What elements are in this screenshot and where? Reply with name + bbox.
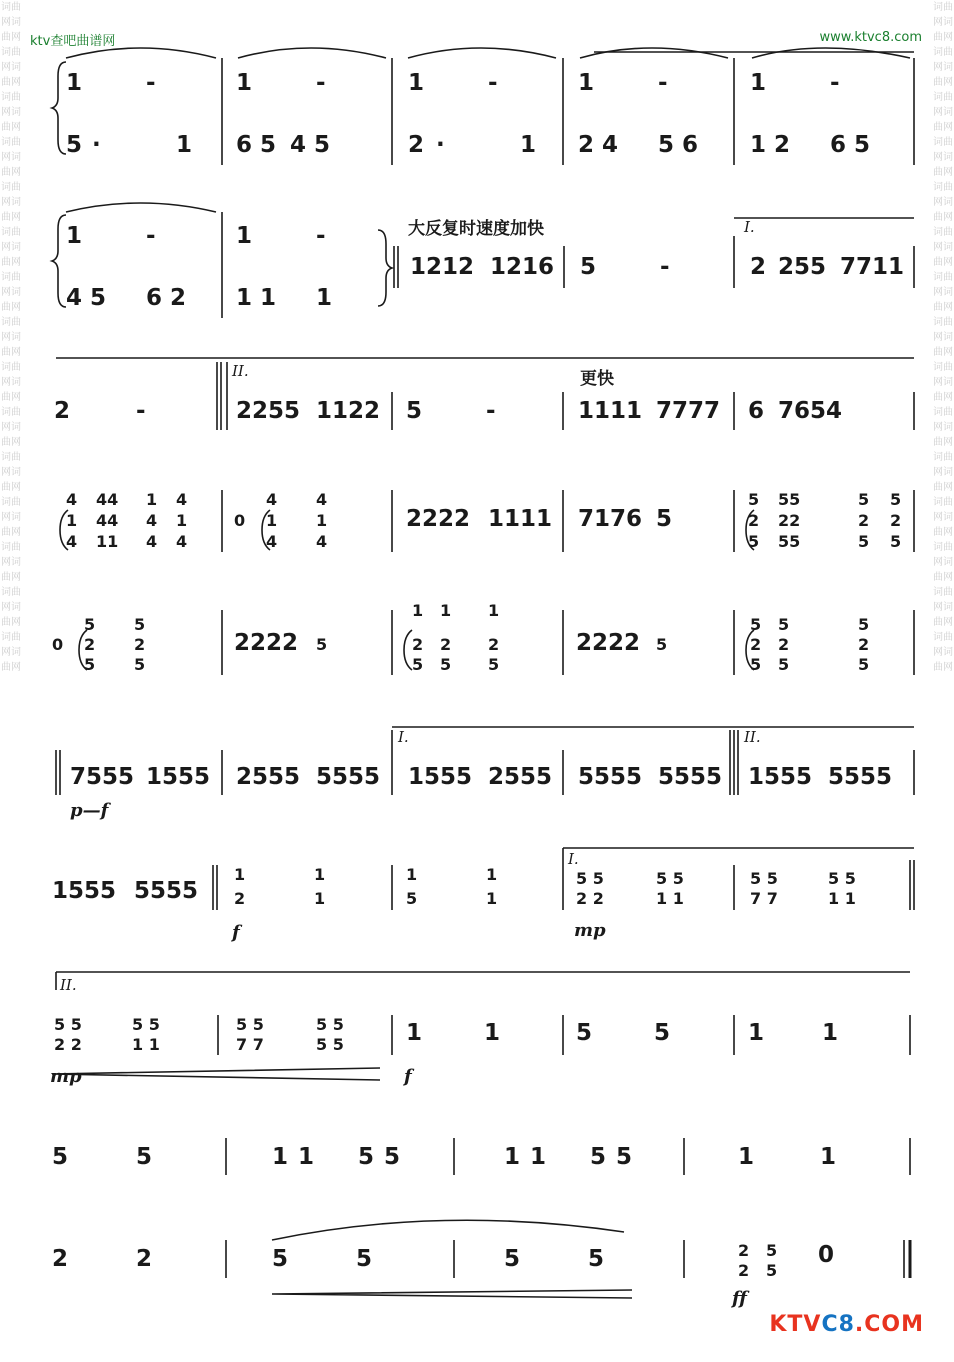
row-4-note: 4 bbox=[146, 532, 158, 551]
row-5-note: 0 bbox=[52, 635, 64, 654]
system-1-upper-note: 1 bbox=[408, 70, 425, 96]
dynamic-ff: ff bbox=[732, 1288, 747, 1309]
row-9-note: 1 bbox=[298, 1144, 315, 1170]
row-4-note: 5 bbox=[858, 532, 870, 551]
row-6-note: 7555 bbox=[70, 764, 135, 790]
row-4-note: 55 bbox=[778, 490, 801, 509]
row-4-note: 4 bbox=[176, 490, 188, 509]
row-7-note: 7 7 bbox=[750, 889, 778, 908]
row-4-note: 55 bbox=[778, 532, 801, 551]
row-3-note: 1122 bbox=[316, 398, 381, 424]
row-8-note: 1 bbox=[484, 1020, 501, 1046]
row-5-note: 5 bbox=[134, 615, 146, 634]
row-7-note: 1 bbox=[406, 865, 418, 884]
row-7-note: 5 5 bbox=[828, 869, 856, 888]
row-5-note: 5 bbox=[84, 655, 96, 674]
system-2-lower-note: 4 5 bbox=[66, 285, 107, 311]
row-4-note: 2 bbox=[748, 511, 760, 530]
row-6-note: 2555 bbox=[488, 764, 553, 790]
row-10-note: 2 bbox=[136, 1246, 153, 1272]
row-10-note: 5 bbox=[356, 1246, 373, 1272]
system-1-lower-note: 6 5 bbox=[830, 132, 871, 158]
row-4-note: 5 bbox=[890, 490, 902, 509]
row-5-note: 5 bbox=[858, 615, 870, 634]
row-7-note: 5 5 bbox=[576, 869, 604, 888]
row-8-note: 7 7 bbox=[236, 1035, 264, 1054]
row-5-note: 1 bbox=[488, 601, 500, 620]
system-1-upper-note: - bbox=[488, 70, 498, 96]
row-5-note: 5 bbox=[656, 635, 668, 654]
row-4-note: 2 bbox=[890, 511, 902, 530]
row-7-note: 1 bbox=[486, 865, 498, 884]
row-5-note: 2 bbox=[134, 635, 146, 654]
row-4-note: 22 bbox=[778, 511, 801, 530]
volta-first: I. bbox=[568, 850, 579, 868]
system-1-lower-note: 5 bbox=[66, 132, 83, 158]
row-3-note: 6 bbox=[748, 398, 765, 424]
system-2-melody-note: 1212 bbox=[410, 254, 475, 280]
row-7-note: 1 bbox=[314, 889, 326, 908]
row-4-note: 5 bbox=[890, 532, 902, 551]
row-5-note: 5 bbox=[84, 615, 96, 634]
system-2-melody-note: 255 bbox=[778, 254, 827, 280]
system-1-upper-note: 1 bbox=[66, 70, 83, 96]
row-9-note: 1 bbox=[504, 1144, 521, 1170]
row-5-note: 2222 bbox=[234, 630, 299, 656]
tempo-faster-direction: 更快 bbox=[580, 369, 614, 389]
system-1-lower-note: · bbox=[436, 132, 445, 158]
row-5-note: 5 bbox=[412, 655, 424, 674]
row-3-note: 7777 bbox=[656, 398, 721, 424]
system-2-melody-note: 2 bbox=[750, 254, 767, 280]
row-4-note: 5 bbox=[748, 532, 760, 551]
dynamic-mp: mp bbox=[574, 920, 606, 941]
row-4-note: 4 bbox=[316, 490, 328, 509]
row-4-note: 4 bbox=[146, 511, 158, 530]
row-5-note: 1 bbox=[412, 601, 424, 620]
row-10-note: 2 bbox=[738, 1241, 750, 1260]
row-4-note: 11 bbox=[96, 532, 119, 551]
row-4-note: 1 bbox=[146, 490, 158, 509]
row-4-note: 1 bbox=[316, 511, 328, 530]
row-4-note: 5 bbox=[656, 506, 673, 532]
system-1-lower-note: 5 6 bbox=[658, 132, 699, 158]
row-4-note: 0 bbox=[234, 511, 246, 530]
site-logo: KTVC8.COM bbox=[769, 1312, 924, 1337]
row-9-note: 1 bbox=[820, 1144, 837, 1170]
system-1-upper-note: 1 bbox=[578, 70, 595, 96]
row-8-note: 5 5 bbox=[236, 1015, 264, 1034]
system-2-upper-note: - bbox=[146, 223, 156, 249]
row-9-note: 5 bbox=[358, 1144, 375, 1170]
system-2-lower-note: 6 2 bbox=[146, 285, 187, 311]
row-6-note: 5555 bbox=[578, 764, 643, 790]
system-1-lower-note: 1 2 bbox=[750, 132, 791, 158]
row-4-note: 1 bbox=[176, 511, 188, 530]
row-4-note: 2222 bbox=[406, 506, 471, 532]
dynamic-p-f: p—f bbox=[70, 800, 109, 821]
row-4-note: 4 bbox=[176, 532, 188, 551]
row-7-note: 5 5 bbox=[656, 869, 684, 888]
dynamic-f: f bbox=[404, 1066, 412, 1087]
row-4-note: 4 bbox=[316, 532, 328, 551]
row-8-note: 1 1 bbox=[132, 1035, 160, 1054]
row-10-note: 5 bbox=[504, 1246, 521, 1272]
row-5-note: 2 bbox=[84, 635, 96, 654]
row-5-note: 5 bbox=[858, 655, 870, 674]
row-9-note: 5 bbox=[384, 1144, 401, 1170]
row-6-note: 1555 bbox=[408, 764, 473, 790]
row-7-note: 1 1 bbox=[828, 889, 856, 908]
row-3-note: 5 bbox=[406, 398, 423, 424]
row-5-note: 2 bbox=[778, 635, 790, 654]
row-9-note: 5 bbox=[52, 1144, 69, 1170]
system-1-lower-note: 6 5 bbox=[236, 132, 277, 158]
row-7-note: 1 1 bbox=[656, 889, 684, 908]
system-1-lower-note: 2 4 bbox=[578, 132, 619, 158]
system-1-lower-note: · bbox=[92, 132, 101, 158]
row-4-note: 4 bbox=[266, 490, 278, 509]
row-5-note: 5 bbox=[750, 615, 762, 634]
row-7-note: 2 2 bbox=[576, 889, 604, 908]
row-6-note: 5555 bbox=[316, 764, 381, 790]
row-9-note: 1 bbox=[272, 1144, 289, 1170]
row-8-note: 5 5 bbox=[132, 1015, 160, 1034]
header-site-name: ktv查吧曲谱网 bbox=[30, 34, 116, 49]
system-2-upper-note: 1 bbox=[236, 223, 253, 249]
row-5-note: 5 bbox=[778, 655, 790, 674]
row-10-note: 5 bbox=[272, 1246, 289, 1272]
system-2-lower-note: 1 1 bbox=[236, 285, 277, 311]
row-3-note: 4 bbox=[826, 398, 843, 424]
system-1-upper-note: - bbox=[316, 70, 326, 96]
header-site-url: www.ktvc8.com bbox=[819, 30, 922, 45]
row-6-note: 1555 bbox=[748, 764, 813, 790]
row-10-note: 0 bbox=[818, 1242, 835, 1268]
system-2-upper-note: 1 bbox=[66, 223, 83, 249]
row-5-note: 1 bbox=[440, 601, 452, 620]
row-5-note: 5 bbox=[778, 615, 790, 634]
system-1-lower-note: 1 bbox=[176, 132, 193, 158]
row-5-note: 2 bbox=[488, 635, 500, 654]
row-10-note: 2 bbox=[52, 1246, 69, 1272]
row-5-note: 2 bbox=[440, 635, 452, 654]
row-9-note: 5 bbox=[136, 1144, 153, 1170]
row-5-note: 2222 bbox=[576, 630, 641, 656]
row-10-note: 5 bbox=[766, 1241, 778, 1260]
system-2-melody-note: 1216 bbox=[490, 254, 555, 280]
row-5-note: 5 bbox=[316, 635, 328, 654]
volta-first: I. bbox=[398, 728, 409, 746]
row-8-note: 5 bbox=[654, 1020, 671, 1046]
row-7-note: 1 bbox=[234, 865, 246, 884]
row-8-note: 5 5 bbox=[54, 1015, 82, 1034]
row-3-note: - bbox=[136, 398, 146, 424]
dynamic-f: f bbox=[232, 922, 240, 943]
watermark-margin-right: 词曲网词曲网词曲网词曲网词曲网词曲网词曲网词曲网词曲网词曲网词曲网词曲网词曲网词曲网词曲网词曲网词曲网词曲网词曲网词曲网词曲网词曲网词曲网词曲网词曲网词曲网词曲网词曲网词曲网词曲网 bbox=[933, 2, 953, 673]
watermark-margin-left: 词曲网词曲网词曲网词曲网词曲网词曲网词曲网词曲网词曲网词曲网词曲网词曲网词曲网词曲网词曲网词曲网词曲网词曲网词曲网词曲网词曲网词曲网词曲网词曲网词曲网词曲网词曲网词曲网词曲网词曲网 bbox=[1, 2, 21, 673]
row-8-note: 1 bbox=[748, 1020, 765, 1046]
row-3-note: 1111 bbox=[578, 398, 643, 424]
row-10-note: 5 bbox=[588, 1246, 605, 1272]
row-7-note: 1555 bbox=[52, 878, 117, 904]
system-1-lower-note: 2 bbox=[408, 132, 425, 158]
row-8-note: 5 5 bbox=[316, 1015, 344, 1034]
row-7-note: 5 bbox=[406, 889, 418, 908]
row-4-note: 1 bbox=[266, 511, 278, 530]
row-5-note: 5 bbox=[750, 655, 762, 674]
row-7-note: 5 5 bbox=[750, 869, 778, 888]
dynamic-mp: mp bbox=[50, 1066, 82, 1087]
row-9-note: 5 bbox=[590, 1144, 607, 1170]
row-4-note: 1111 bbox=[488, 506, 553, 532]
row-5-note: 2 bbox=[412, 635, 424, 654]
row-7-note: 2 bbox=[234, 889, 246, 908]
row-6-note: 5555 bbox=[658, 764, 723, 790]
system-1-upper-note: 1 bbox=[236, 70, 253, 96]
row-7-note: 1 bbox=[314, 865, 326, 884]
row-8-note: 1 bbox=[406, 1020, 423, 1046]
system-1-lower-note: 1 bbox=[520, 132, 537, 158]
row-8-note: 2 2 bbox=[54, 1035, 82, 1054]
row-8-note: 5 bbox=[576, 1020, 593, 1046]
row-4-note: 5 bbox=[748, 490, 760, 509]
volta-first: I. bbox=[744, 218, 755, 236]
row-10-note: 5 bbox=[766, 1261, 778, 1280]
volta-second: II. bbox=[60, 976, 77, 994]
row-6-note: 1555 bbox=[146, 764, 211, 790]
row-4-note: 2 bbox=[858, 511, 870, 530]
row-3-note: - bbox=[486, 398, 496, 424]
row-5-note: 5 bbox=[488, 655, 500, 674]
row-3-note: 765 bbox=[778, 398, 827, 424]
volta-second: II. bbox=[232, 362, 249, 380]
volta-second: II. bbox=[744, 728, 761, 746]
row-7-note: 1 bbox=[486, 889, 498, 908]
row-9-note: 1 bbox=[530, 1144, 547, 1170]
row-4-note: 44 bbox=[96, 511, 119, 530]
system-2-melody-note: 5 bbox=[580, 254, 597, 280]
row-5-note: 2 bbox=[750, 635, 762, 654]
row-4-note: 4 bbox=[66, 490, 78, 509]
row-6-note: 5555 bbox=[828, 764, 893, 790]
system-1-upper-note: - bbox=[146, 70, 156, 96]
system-2-melody-note: 7711 bbox=[840, 254, 905, 280]
row-4-note: 44 bbox=[96, 490, 119, 509]
row-4-note: 4 bbox=[266, 532, 278, 551]
system-1-upper-note: 1 bbox=[750, 70, 767, 96]
system-2-upper-note: - bbox=[316, 223, 326, 249]
row-4-note: 7176 bbox=[578, 506, 643, 532]
row-5-note: 2 bbox=[858, 635, 870, 654]
row-9-note: 5 bbox=[616, 1144, 633, 1170]
system-2-melody-note: - bbox=[660, 254, 670, 280]
row-5-note: 5 bbox=[440, 655, 452, 674]
row-3-note: 2 bbox=[54, 398, 71, 424]
system-1-upper-note: - bbox=[658, 70, 668, 96]
row-6-note: 2555 bbox=[236, 764, 301, 790]
row-4-note: 5 bbox=[858, 490, 870, 509]
row-3-note: 2255 bbox=[236, 398, 301, 424]
row-7-note: 5555 bbox=[134, 878, 199, 904]
system-2-lower-note: 1 bbox=[316, 285, 333, 311]
row-10-note: 2 bbox=[738, 1261, 750, 1280]
row-4-note: 1 bbox=[66, 511, 78, 530]
tempo-direction: 大反复时速度加快 bbox=[408, 219, 544, 239]
system-1-lower-note: 4 5 bbox=[290, 132, 331, 158]
row-4-note: 4 bbox=[66, 532, 78, 551]
system-1-upper-note: - bbox=[830, 70, 840, 96]
row-9-note: 1 bbox=[738, 1144, 755, 1170]
row-8-note: 1 bbox=[822, 1020, 839, 1046]
row-8-note: 5 5 bbox=[316, 1035, 344, 1054]
row-5-note: 5 bbox=[134, 655, 146, 674]
